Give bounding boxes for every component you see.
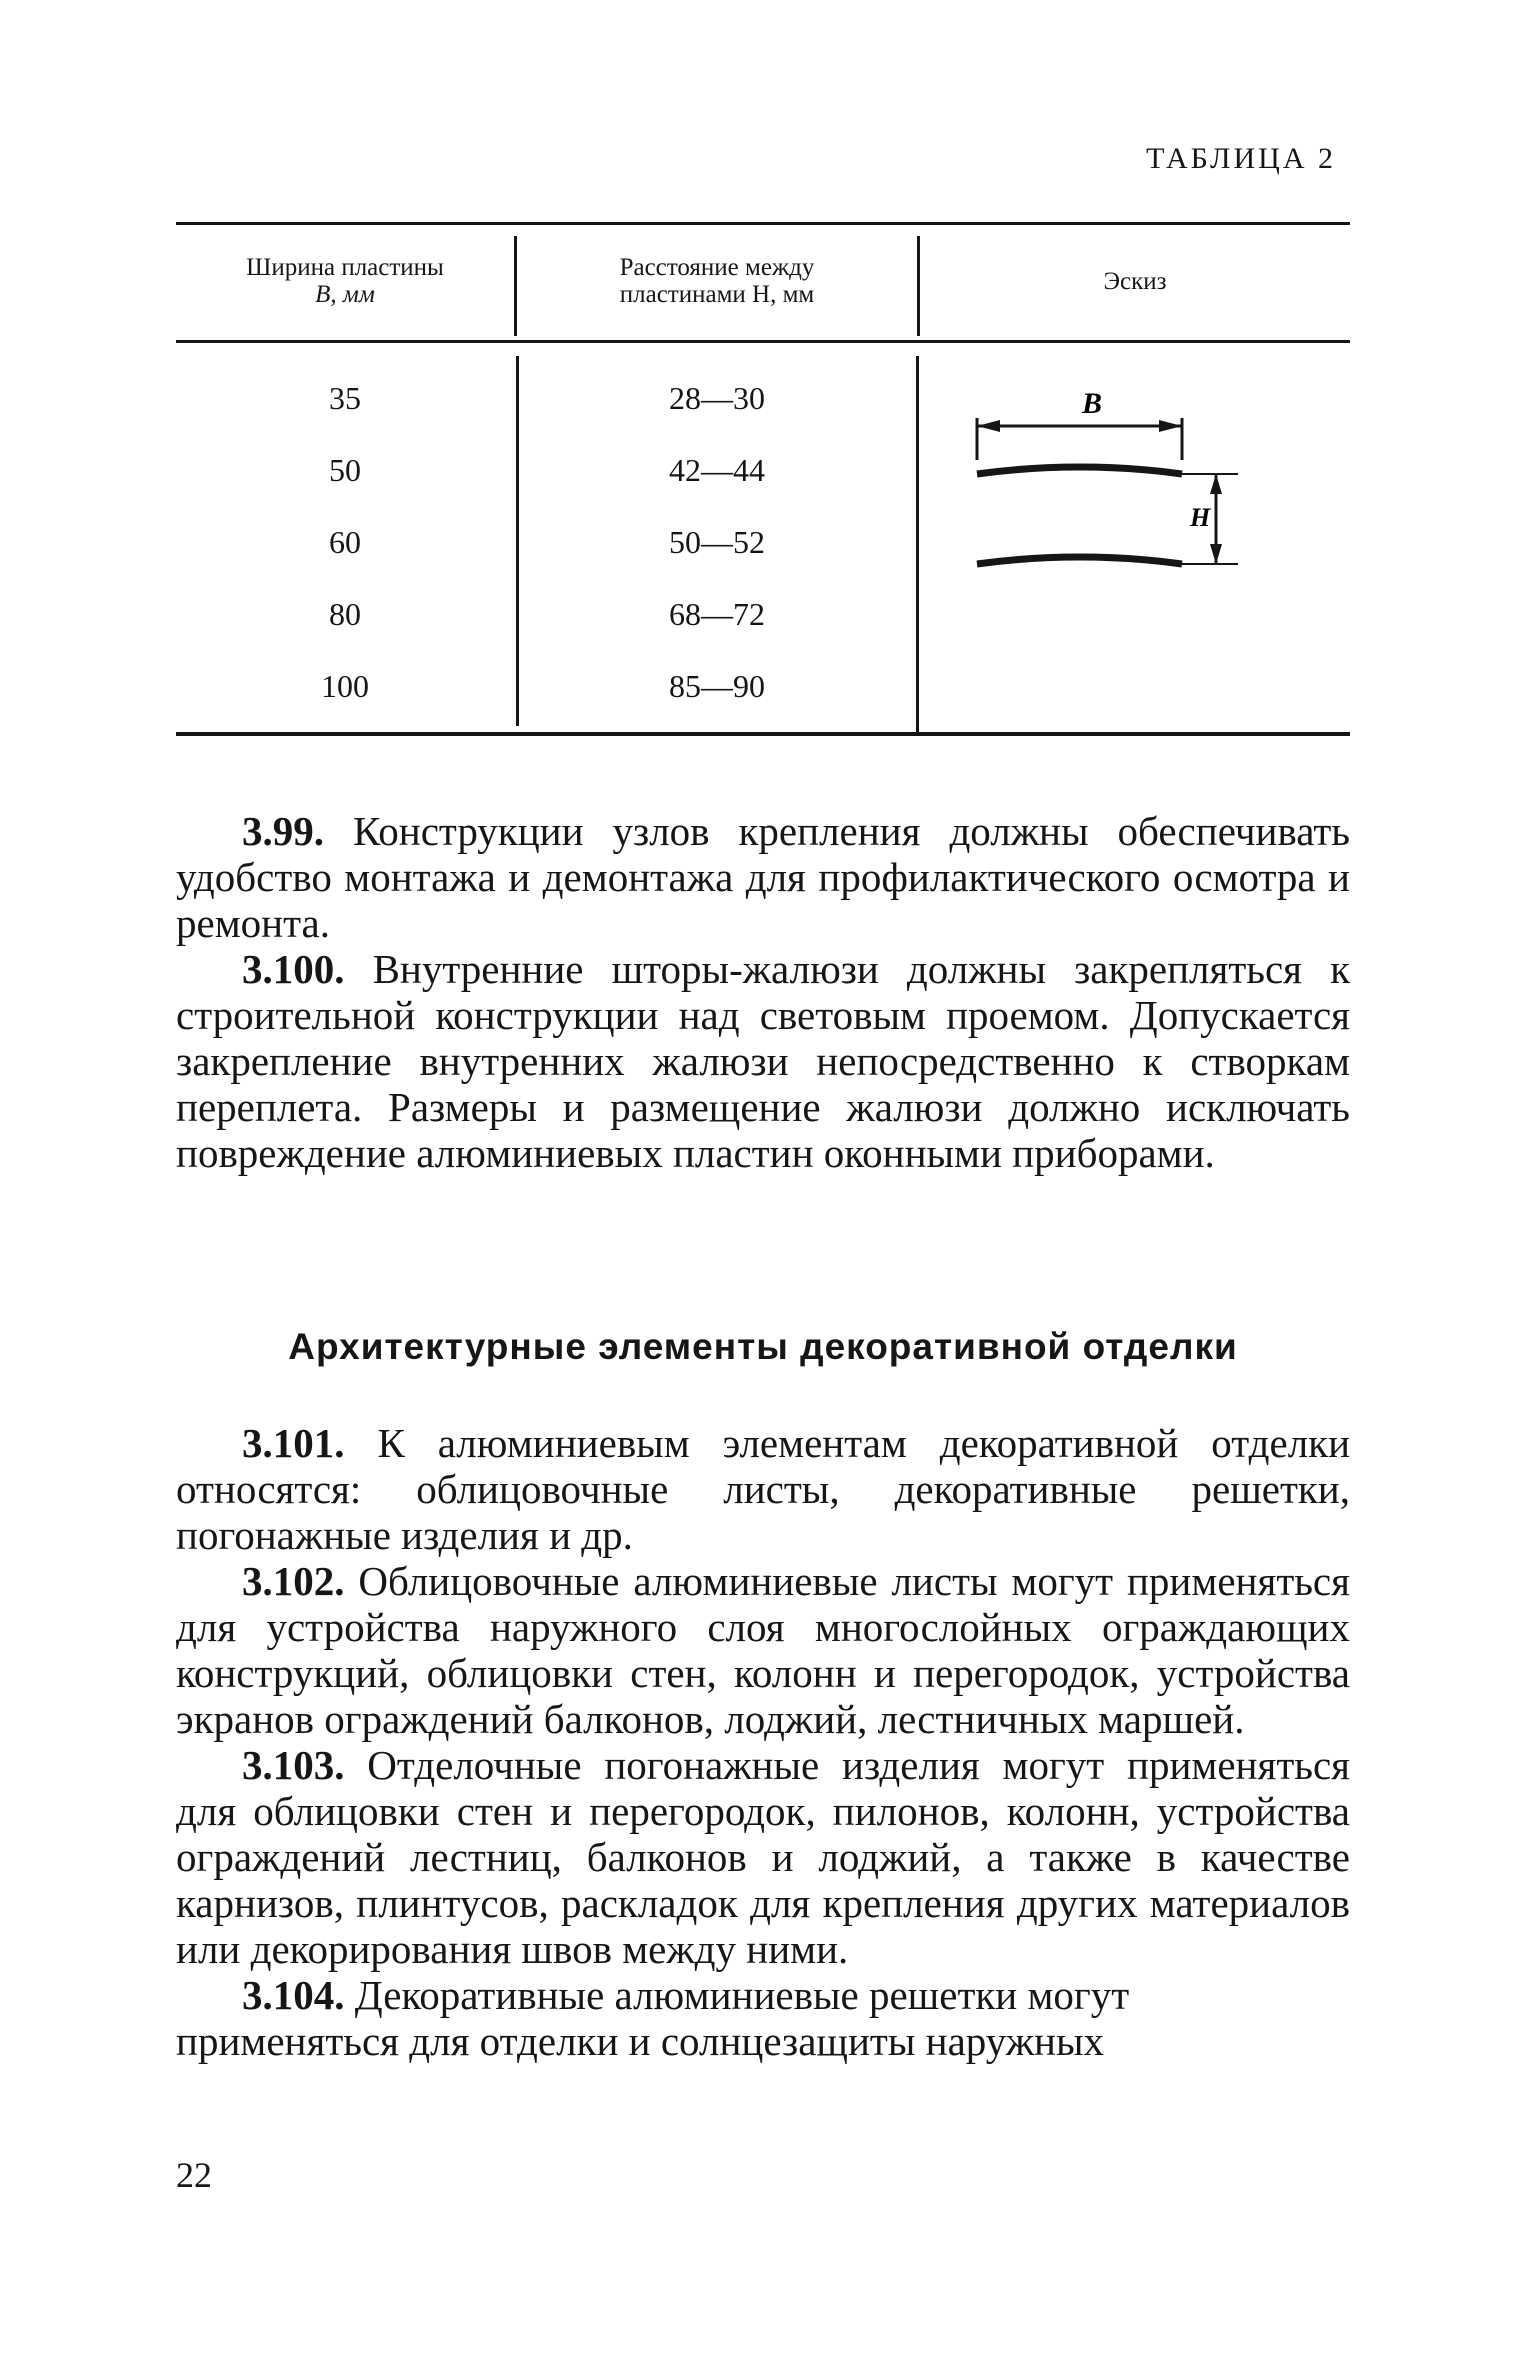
paragraph-text: Конструкции узлов крепления должны обеспечивать удобство монтажа и демонтажа для профилактического осмотра и ремонта. bbox=[176, 808, 1351, 946]
paragraph bbox=[176, 1972, 1350, 2064]
arrow-icon bbox=[977, 420, 1000, 432]
paragraph bbox=[176, 1742, 1350, 1972]
width-column bbox=[176, 378, 514, 738]
sketch-label-b: B bbox=[1082, 387, 1103, 420]
paragraph-number: 3.102. bbox=[242, 1558, 345, 1604]
table-cell: 28—30 bbox=[669, 380, 765, 416]
table-cell: 80 bbox=[329, 596, 361, 632]
table-cell: 50—52 bbox=[669, 524, 765, 560]
data-table bbox=[176, 222, 1350, 738]
table-label: ТАБЛИЦА 2 bbox=[1146, 142, 1336, 175]
section-heading: Архитектурные элементы декоративной отделки bbox=[288, 1326, 1238, 1367]
header-distance bbox=[517, 254, 917, 308]
arrow-icon bbox=[1210, 544, 1222, 564]
paragraph bbox=[176, 1420, 1350, 1558]
header-width bbox=[176, 254, 514, 308]
paragraph-number: 3.104. bbox=[242, 1972, 345, 2018]
table-cell: 35 bbox=[329, 380, 361, 416]
header-distance-line2: пластинами H, мм bbox=[619, 281, 815, 308]
table-cell: 68—72 bbox=[669, 596, 765, 632]
sketch-label-h: H bbox=[1190, 503, 1211, 532]
body-text-section-1 bbox=[176, 808, 1350, 1176]
distance-column bbox=[517, 378, 917, 738]
paragraph-number: 3.103. bbox=[242, 1742, 345, 1788]
sketch-slat-bottom bbox=[977, 557, 1182, 564]
paragraph-number: 3.100. bbox=[242, 946, 345, 992]
table-top-rule bbox=[176, 222, 1350, 225]
body-text-section-2 bbox=[176, 1420, 1350, 2064]
table-cell: 60 bbox=[329, 524, 361, 560]
paragraph-text: Облицовочные алюминиевые листы могут применяться для устройства наружного слоя многослойных ограждающих конструкций, облицовки стен, колонн и перегородок, устройства экранов ограждений балконов, лоджий, лестничных маршей. bbox=[176, 1558, 1350, 1742]
header-sketch: Эскиз bbox=[1103, 268, 1167, 295]
header-width-line2: B, мм bbox=[315, 281, 375, 308]
table-cell: 85—90 bbox=[669, 668, 765, 704]
header-distance-line1: Расстояние между bbox=[619, 254, 815, 281]
paragraph-text: Декоративные алюминиевые решетки могут применяться для отделки и солнцезащиты наружных bbox=[176, 1972, 1130, 2064]
sketch-slat-top bbox=[977, 467, 1182, 474]
table-header-rule bbox=[176, 340, 1350, 343]
slat-sketch-diagram bbox=[920, 356, 1350, 732]
paragraph bbox=[176, 946, 1350, 1176]
paragraph-number: 3.101. bbox=[242, 1420, 345, 1466]
paragraph-text: Внутренние шторы-жалюзи должны закрепляться к строительной конструкции над световым проемом. Допускается закрепление внутренних жалюзи непосредственно к створкам переплета. Размеры и размещение жалюзи должно исключать повреждение алюминиевых пластин оконными приборами. bbox=[176, 946, 1350, 1176]
arrow-icon bbox=[1210, 474, 1222, 494]
table-cell: 100 bbox=[321, 668, 369, 704]
table-cell: 50 bbox=[329, 452, 361, 488]
page-number: 22 bbox=[176, 2155, 212, 2195]
arrow-icon bbox=[1159, 420, 1182, 432]
paragraph-text: Отделочные погонажные изделия могут применяться для облицовки стен и перегородок, пилонов, колонн, устройства ограждений лестниц, балконов и лоджий, а также в качестве карнизов, плинтусов, раскладок для крепления других материалов или декорирования швов между ними. bbox=[176, 1742, 1351, 1972]
header-width-line1: Ширина пластины bbox=[246, 254, 444, 281]
paragraph bbox=[176, 1558, 1350, 1742]
paragraph bbox=[176, 808, 1350, 946]
table-cell: 42—44 bbox=[669, 452, 765, 488]
paragraph-text: К алюминиевым элементам декоративной отделки относятся: облицовочные листы, декоративные решетки, погонажные изделия и др. bbox=[176, 1420, 1351, 1558]
paragraph-number: 3.99. bbox=[242, 808, 324, 854]
